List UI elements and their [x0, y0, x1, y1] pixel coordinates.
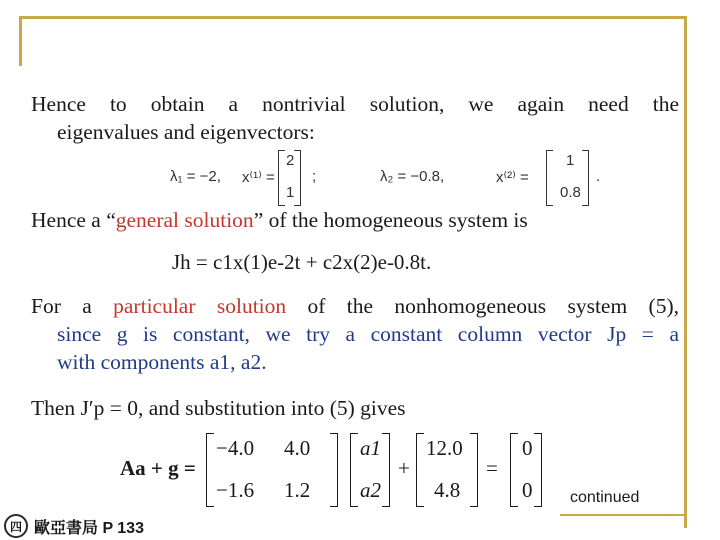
particular-prefix: For a: [31, 294, 114, 318]
frame-bottom-rule: [560, 514, 687, 516]
paragraph-eigen-intro: [31, 90, 679, 146]
A-bracket-right: [330, 433, 338, 507]
g-1: 12.0: [426, 436, 463, 460]
A-12: 4.0: [284, 436, 311, 460]
a-1: a1: [360, 436, 381, 460]
A-22: 1.2: [284, 478, 311, 502]
particular-line3: with components a1, a2.: [57, 350, 267, 374]
x2-value-2: 0.8: [560, 184, 581, 201]
x2-value-1: 1: [566, 152, 575, 169]
a-2: a2: [360, 478, 381, 502]
A-bracket-left: [206, 433, 214, 507]
particular-line2: since g is constant, we try a constant column vector Jp = a: [57, 322, 679, 346]
separator: ;: [312, 168, 317, 185]
x1-bracket-right: [294, 150, 301, 206]
eigen-end: .: [596, 168, 601, 185]
eigen-equations: [170, 150, 650, 206]
g-2: 4.8: [434, 478, 461, 502]
x2-label: x⁽²⁾ =: [496, 169, 529, 186]
a-bracket-right: [382, 433, 390, 507]
zero-1: 0: [522, 436, 533, 460]
equals-sign: =: [486, 456, 498, 480]
x1-value-2: 1: [286, 184, 295, 201]
x1-value-1: 2: [286, 152, 295, 169]
g-bracket-left: [416, 433, 424, 507]
paragraph-particular-solution: [31, 292, 679, 376]
frame-top-rule: [19, 16, 687, 19]
particular-solution-highlight: particular solution: [113, 294, 287, 318]
plus-sign: +: [398, 456, 410, 480]
equation-lhs: Aa + g =: [120, 456, 196, 480]
x1-label: x⁽¹⁾ =: [242, 169, 275, 186]
general-suffix: ” of the homogeneous system is: [253, 208, 528, 232]
eigen-intro-line1: Hence to obtain a nontrivial solution, we again need the: [31, 92, 679, 116]
zero-2: 0: [522, 478, 533, 502]
A-21: −1.6: [216, 478, 255, 502]
general-prefix: Hence a “: [31, 208, 116, 232]
frame-right-rule: [684, 16, 687, 528]
a-bracket-left: [350, 433, 358, 507]
continued-label: continued: [570, 489, 640, 506]
homogeneous-solution-formula: Jh = c1x(1)e-2t + c2x(2)e-0.8t.: [172, 250, 432, 274]
x2-bracket-right: [582, 150, 589, 206]
paragraph-general-solution: [31, 206, 679, 234]
frame-left-rule: [19, 16, 22, 66]
g-bracket-right: [470, 433, 478, 507]
A-11: −4.0: [216, 436, 255, 460]
x1-bracket-left: [278, 150, 285, 206]
footer-text: 歐亞書局 P 133: [34, 519, 144, 537]
lambda1: λ₁ = −2,: [170, 168, 221, 185]
eigen-intro-line2: eigenvalues and eigenvectors:: [57, 120, 315, 144]
zero-bracket-right: [534, 433, 542, 507]
footer: [4, 514, 144, 538]
lambda2: λ₂ = −0.8,: [380, 168, 445, 185]
zero-bracket-left: [510, 433, 518, 507]
particular-suffix: of the nonhomogeneous system (5),: [286, 294, 679, 318]
paragraph-substitution: Then J′p = 0, and substitution into (5) gives: [31, 396, 406, 420]
x2-bracket-left: [546, 150, 553, 206]
general-solution-highlight: general solution: [115, 208, 254, 232]
publisher-logo-icon: 四: [4, 514, 28, 538]
